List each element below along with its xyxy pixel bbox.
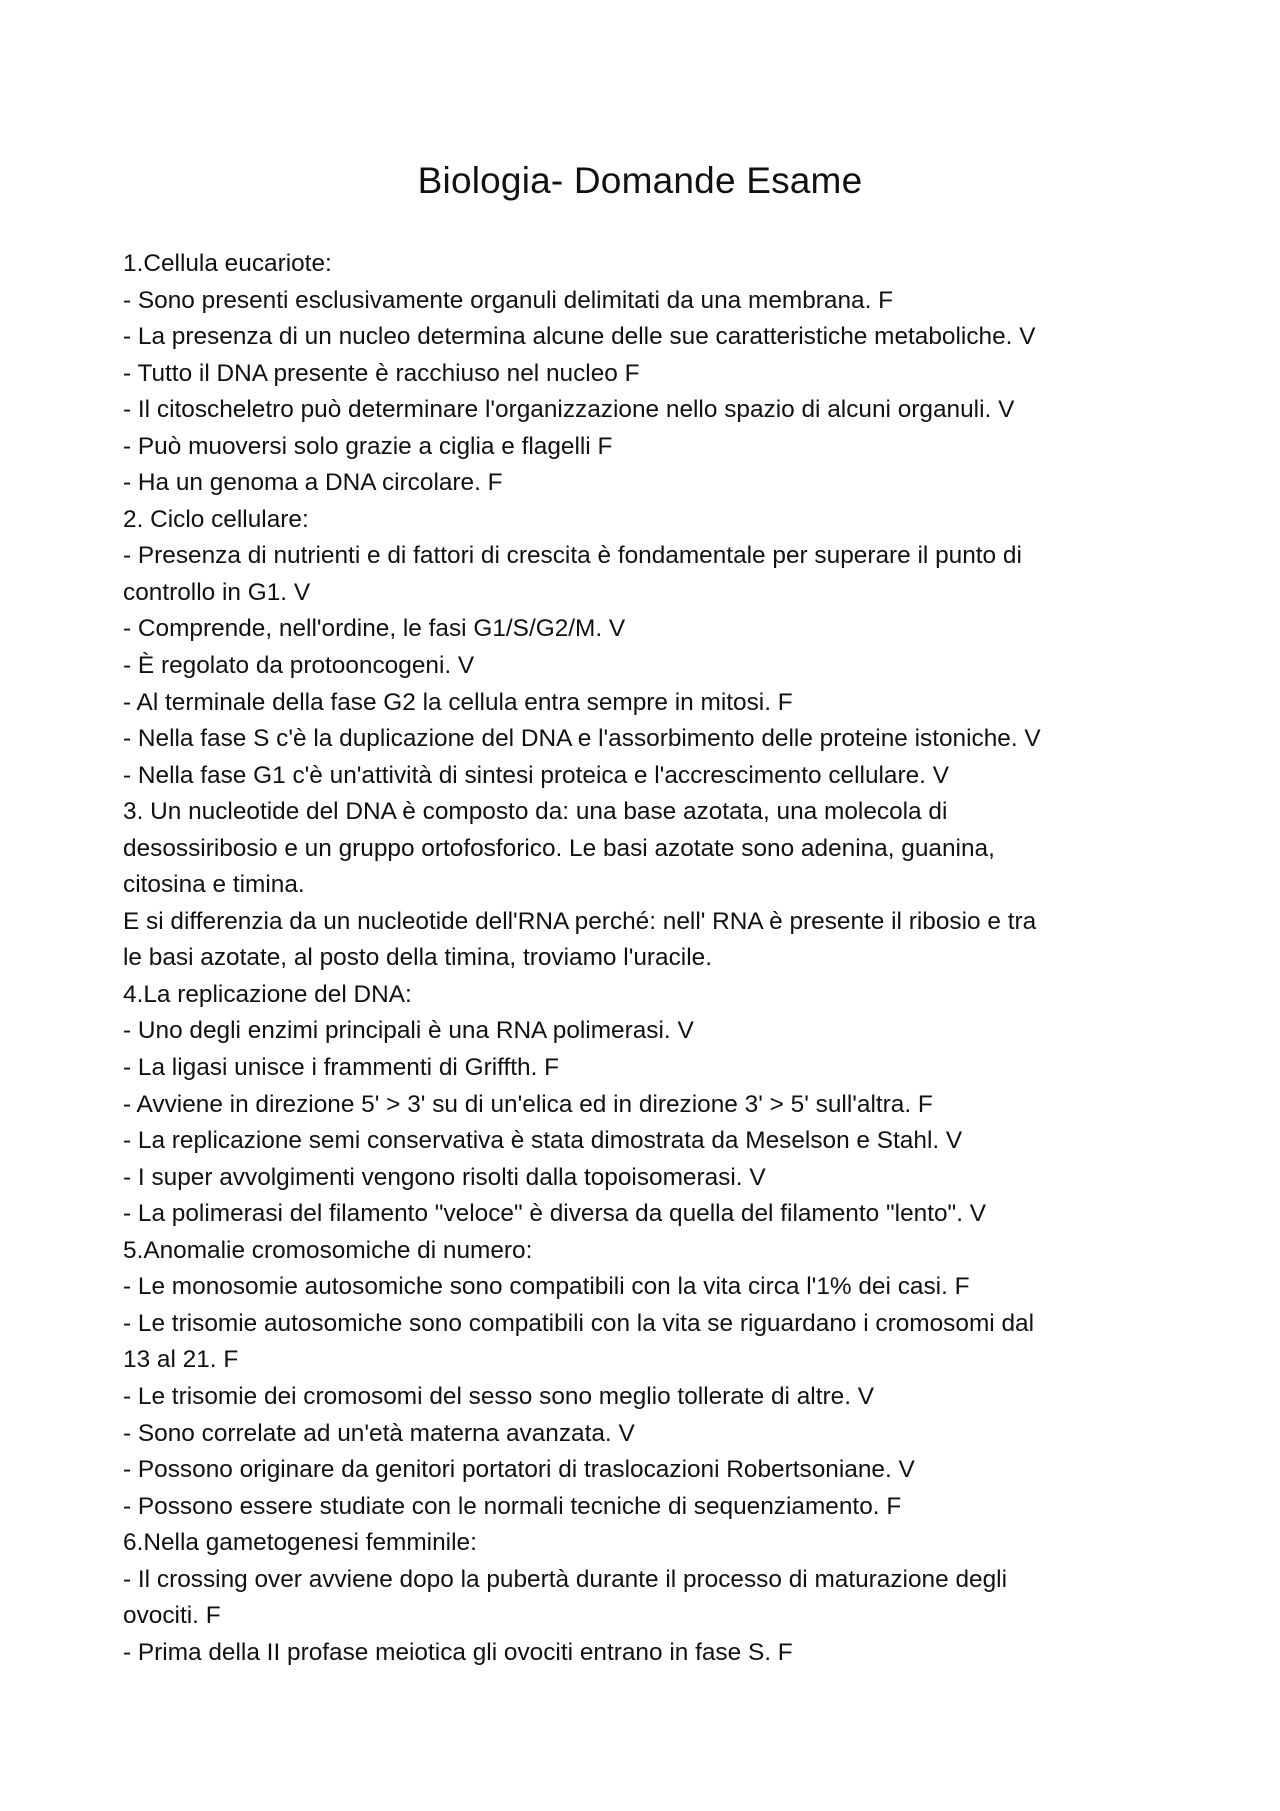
text-line: - Può muoversi solo grazie a ciglia e flagelli F [123, 432, 613, 460]
document-body [123, 246, 1183, 1671]
text-line: E si differenzia da un nucleotide dell'RNA perché: nell' RNA è presente il ribosio e tra [123, 907, 1037, 935]
text-line: - Sono correlate ad un'età materna avanzata. V [123, 1419, 635, 1447]
text-line: - La polimerasi del filamento "veloce" è diversa da quella del filamento "lento". V [123, 1200, 987, 1228]
text-line: le basi azotate, al posto della timina, troviamo l'uracile. [123, 944, 712, 972]
text-line: - La ligasi unisce i frammenti di Griffth. F [123, 1054, 560, 1082]
text-line: ovociti. F [123, 1602, 221, 1630]
text-line: desossiribosio e un gruppo ortofosforico. Le basi azotate sono adenina, guanina, [123, 834, 995, 862]
text-line: - Avviene in direzione 5' > 3' su di un'elica ed in direzione 3' > 5' sull'altra. F [123, 1090, 933, 1118]
text-line: 4.La replicazione del DNA: [123, 980, 412, 1008]
text-line: - Sono presenti esclusivamente organuli delimitati da una membrana. F [123, 286, 894, 314]
text-line: - Nella fase S c'è la duplicazione del DNA e l'assorbimento delle proteine istoniche. V [123, 725, 1041, 753]
text-line: 1.Cellula eucariote: [123, 250, 332, 277]
text-line: - Nella fase G1 c'è un'attività di sintesi proteica e l'accrescimento cellulare. V [123, 761, 950, 789]
text-line: - Possono originare da genitori portatori di traslocazioni Robertsoniane. V [123, 1456, 915, 1484]
text-line: 5.Anomalie cromosomiche di numero: [123, 1236, 533, 1264]
text-line: - Le trisomie dei cromosomi del sesso sono meglio tollerate di altre. V [123, 1382, 875, 1410]
text-line: - Comprende, nell'ordine, le fasi G1/S/G2/M. V [123, 615, 626, 643]
text-line: - Il citoscheletro può determinare l'organizzazione nello spazio di alcuni organuli. V [123, 396, 1015, 424]
text-line: - Presenza di nutrienti e di fattori di crescita è fondamentale per superare il punto di [123, 542, 1022, 570]
text-line: 3. Un nucleotide del DNA è composto da: una base azotata, una molecola di [123, 798, 948, 826]
text-line: citosina e timina. [123, 871, 305, 899]
text-line: 6.Nella gametogenesi femminile: [123, 1529, 477, 1557]
text-line: - Possono essere studiate con le normali tecniche di sequenziamento. F [123, 1492, 902, 1520]
text-line: - Al terminale della fase G2 la cellula entra sempre in mitosi. F [123, 688, 793, 716]
text-line: - È regolato da protooncogeni. V [123, 652, 475, 680]
text-line: - Ha un genoma a DNA circolare. F [123, 469, 503, 497]
text-line: - Tutto il DNA presente è racchiuso nel nucleo F [123, 359, 640, 387]
text-line: - La replicazione semi conservativa è stata dimostrata da Meselson e Stahl. V [123, 1127, 963, 1155]
text-line: - Le trisomie autosomiche sono compatibili con la vita se riguardano i cromosomi dal [123, 1309, 1035, 1337]
text-line: - Il crossing over avviene dopo la pubertà durante il processo di maturazione degli [123, 1565, 1007, 1593]
text-line: - Le monosomie autosomiche sono compatibili con la vita circa l'1% dei casi. F [123, 1273, 970, 1301]
text-line: - I super avvolgimenti vengono risolti dalla topoisomerasi. V [123, 1163, 766, 1191]
text-line: - Uno degli enzimi principali è una RNA polimerasi. V [123, 1017, 694, 1045]
text-line: 2. Ciclo cellulare: [123, 505, 309, 533]
page-title: Biologia- Domande Esame [417, 160, 863, 201]
text-line: - Prima della II profase meiotica gli ovociti entrano in fase S. F [123, 1638, 793, 1666]
text-line: controllo in G1. V [123, 578, 311, 606]
text-line: 13 al 21. F [123, 1346, 239, 1374]
text-line: - La presenza di un nucleo determina alcune delle sue caratteristiche metaboliche. V [123, 323, 1036, 351]
